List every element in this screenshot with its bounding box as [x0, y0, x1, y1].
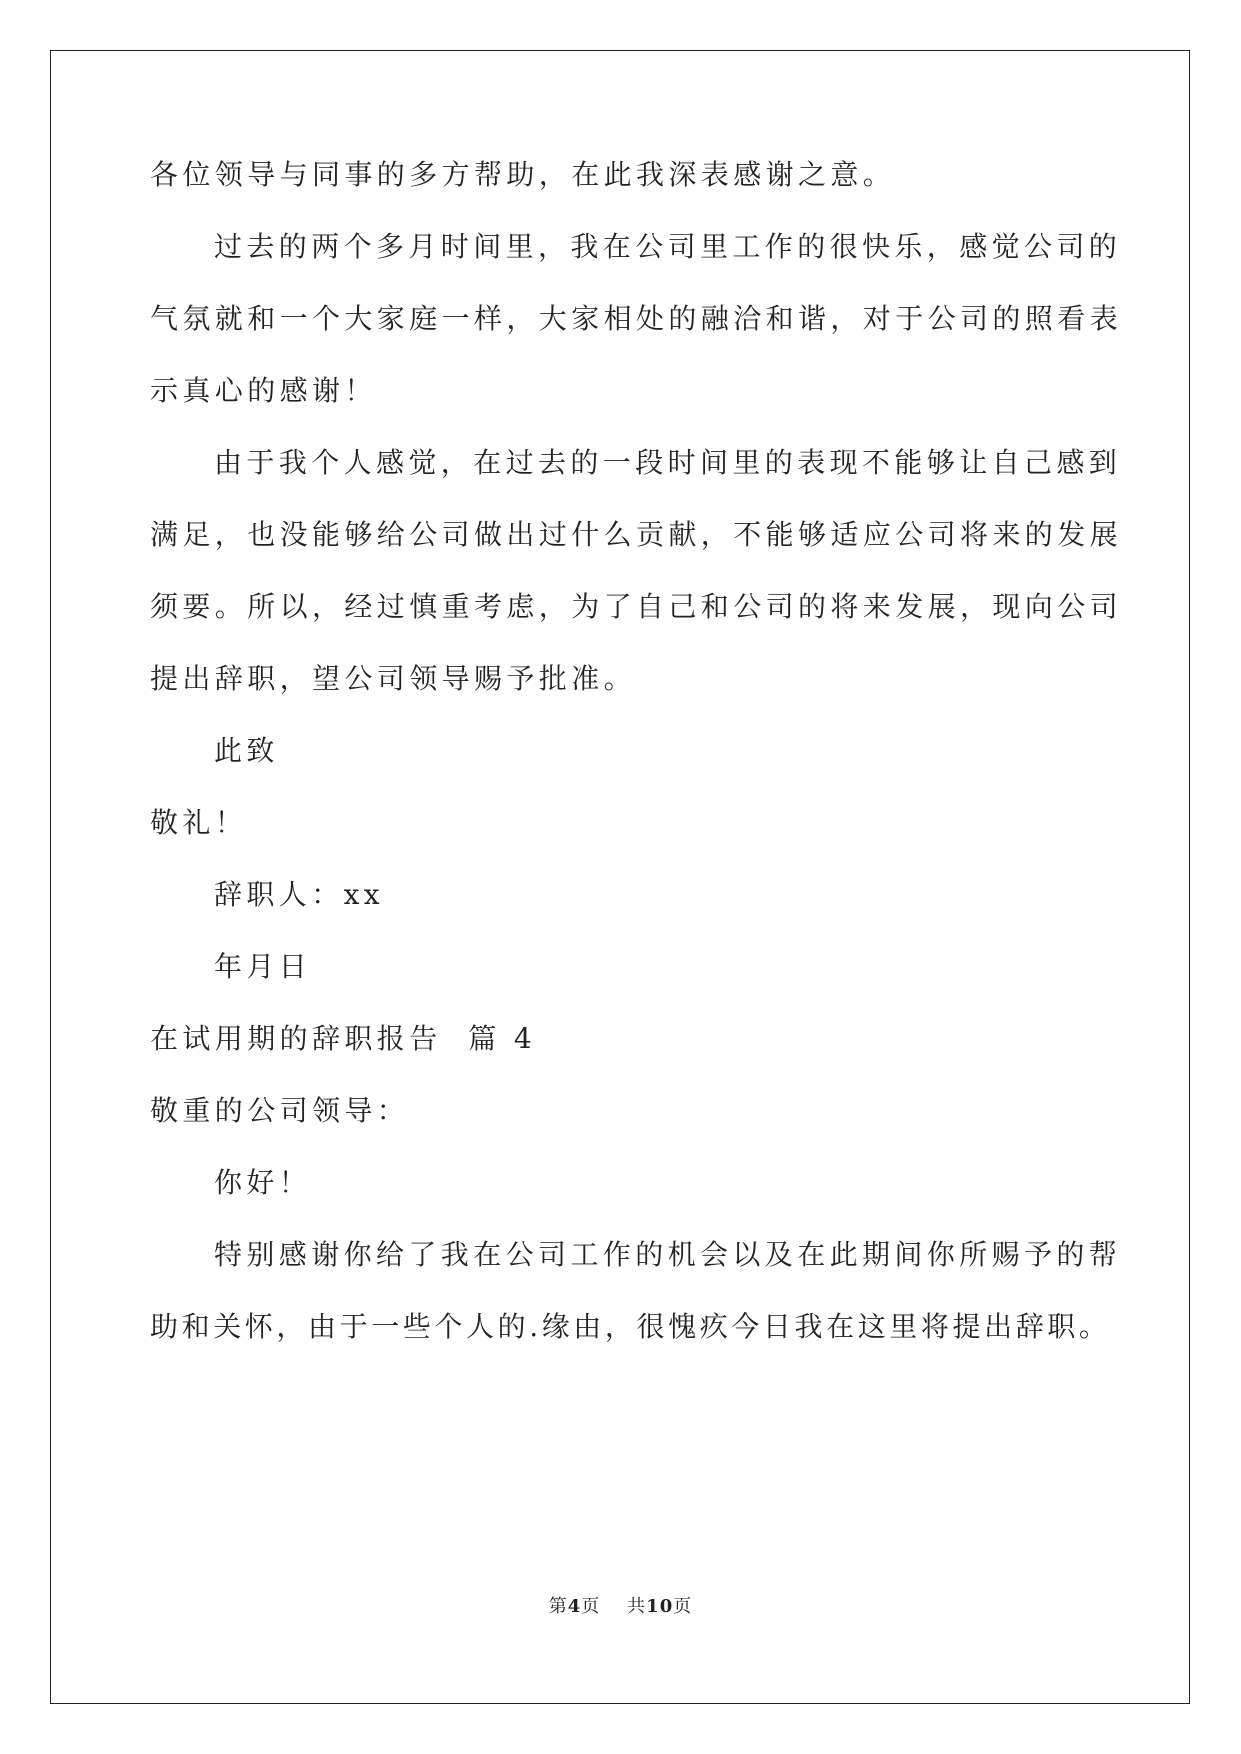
text-line: 提出辞职，望公司领导赐予批准。: [150, 662, 637, 695]
letter-greeting: 敬重的公司领导：: [150, 1094, 410, 1127]
signature-line: 辞职人：xx: [214, 878, 384, 911]
text-line: 过去的两个多月时间里，我在公司里工作的很快乐，感觉公司的: [214, 230, 1122, 263]
page-number-footer: [0, 1592, 1241, 1618]
text-line: 你好！: [214, 1166, 312, 1199]
footer-total-prefix: 共: [627, 1596, 647, 1617]
text-line: 助和关怀，由于一些个人的.缘由，很愧疚今日我在这里将提出辞职。: [150, 1310, 1111, 1343]
text-line: 示真心的感谢！: [150, 374, 377, 407]
text-line: 气氛就和一个大家庭一样，大家相处的融洽和谐，对于公司的照看表: [150, 302, 1123, 335]
date-line: 年月日: [214, 950, 312, 983]
footer-total-pages: 10: [646, 1596, 674, 1617]
footer-page-suffix: 页: [581, 1596, 601, 1617]
footer-prefix: 第: [548, 1596, 568, 1617]
section-heading: 在试用期的辞职报告 篇 4: [150, 1022, 537, 1055]
text-line: 特别感谢你给了我在公司工作的机会以及在此期间你所赐予的帮: [214, 1238, 1122, 1271]
text-line: 须要。所以，经过慎重考虑，为了自己和公司的将来发展，现向公司: [150, 590, 1123, 623]
text-line: 满足，也没能够给公司做出过什么贡献，不能够适应公司将来的发展: [150, 518, 1123, 551]
closing-salutation: 此致: [214, 734, 279, 767]
text-line: 由于我个人感觉，在过去的一段时间里的表现不能够让自己感到: [214, 446, 1122, 479]
footer-page-number: 4: [567, 1596, 582, 1617]
text-line: 各位领导与同事的多方帮助，在此我深表感谢之意。: [150, 158, 896, 191]
closing-regards: 敬礼！: [150, 806, 248, 839]
footer-total-suffix: 页: [673, 1596, 693, 1617]
